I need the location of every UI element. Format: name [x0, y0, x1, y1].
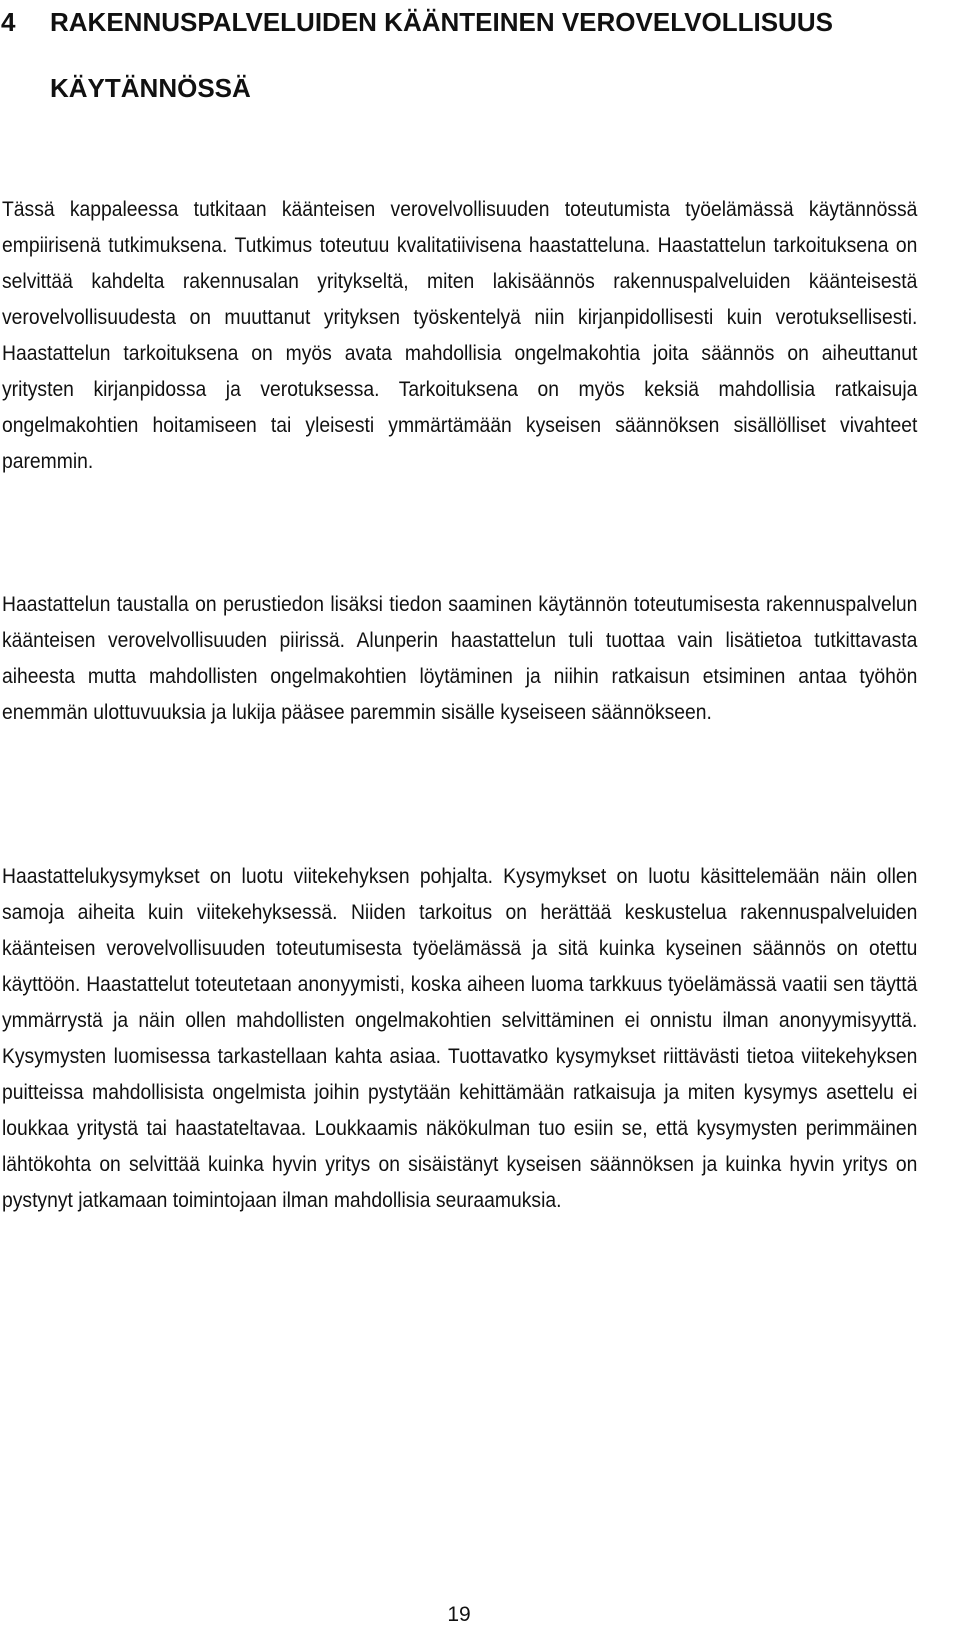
chapter-title — [50, 0, 930, 110]
paragraph-3: Haastattelukysymykset on luotu viitekehyksen pohjalta. Kysymykset on luotu käsittelemään näin ollen samoja aiheita kuin viitekehyksessä. Niiden tarkoitus on herättää keskustelua rakennuspalveluiden käänteisen verovelvollisuuden toteutumisesta työelämässä ja sitä kuinka kyseinen säännös on otettu käyttöön. Haastattelut toteutetaan anonyymisti, koska aiheen luoma tarkkuus työelämässä vaatii sen täyttä ymmärrystä ja näin ollen mahdollisten ongelmakohtien selvittäminen ei onnistu ilman anonyymisyyttä. Kysymysten luomisessa tarkastellaan kahta asiaa. Tuottavatko kysymykset riittävästi tietoa viitekehyksen puitteissa mahdollisista ongelmista joihin pystytään kehittämään ratkaisuja ja miten kysymys asettelu ei loukkaa yritystä tai haastateltavaa. Loukkaamis näkökulman tuo esiin se, että kysymysten perimmäinen lähtökohta on selvittää kuinka hyvin yritys on sisäistänyt kyseisen säännöksen ja kuinka hyvin yritys on pystynyt jatkamaan toimintojaan ilman mahdollisia seuraamuksia. — [2, 865, 918, 1212]
chapter-title-line-2: KÄYTÄNNÖSSÄ — [50, 73, 251, 103]
paragraph-2: Haastattelun taustalla on perustiedon lisäksi tiedon saaminen käytännön toteutumisesta rakennuspalvelun käänteisen verovelvollisuuden piirissä. Alunperin haastattelun tuli tuottaa vain lisätietoa tutkittavasta aiheesta mutta mahdollisten ongelmakohtien löytäminen ja niihin ratkaisun etsiminen antaa työhön enemmän ulottuvuuksia ja lukija pääsee paremmin sisälle kyseiseen säännökseen. — [2, 593, 918, 724]
paragraph-1: Tässä kappaleessa tutkitaan käänteisen verovelvollisuuden toteutumista työelämässä käytännössä empiirisenä tutkimuksena. Tutkimus toteutuu kvalitatiivisena haastatteluna. Haastattelun tarkoituksena on selvittää kahdelta rakennusalan yritykseltä, miten lakisäännös rakennuspalveluiden käänteisestä verovelvollisuudesta on muuttanut yrityksen työskentelyä niin kirjanpidollisesti kuin verotuksellisesti. Haastattelun tarkoituksena on myös avata mahdollisia ongelmakohtia joita säännös on aiheuttanut yritysten kirjanpidossa ja verotuksessa. Tarkoituksena on myös keksiä mahdollisia ratkaisuja ongelmakohtien hoitamiseen tai yleisesti ymmärtämään kyseisen säännöksen sisällölliset vivahteet paremmin. — [2, 198, 918, 473]
chapter-number: 4 — [1, 7, 16, 37]
chapter-title-line-1: RAKENNUSPALVELUIDEN KÄÄNTEINEN VEROVELVOLLISUUS — [50, 7, 833, 37]
page-number: 19 — [447, 1603, 471, 1626]
